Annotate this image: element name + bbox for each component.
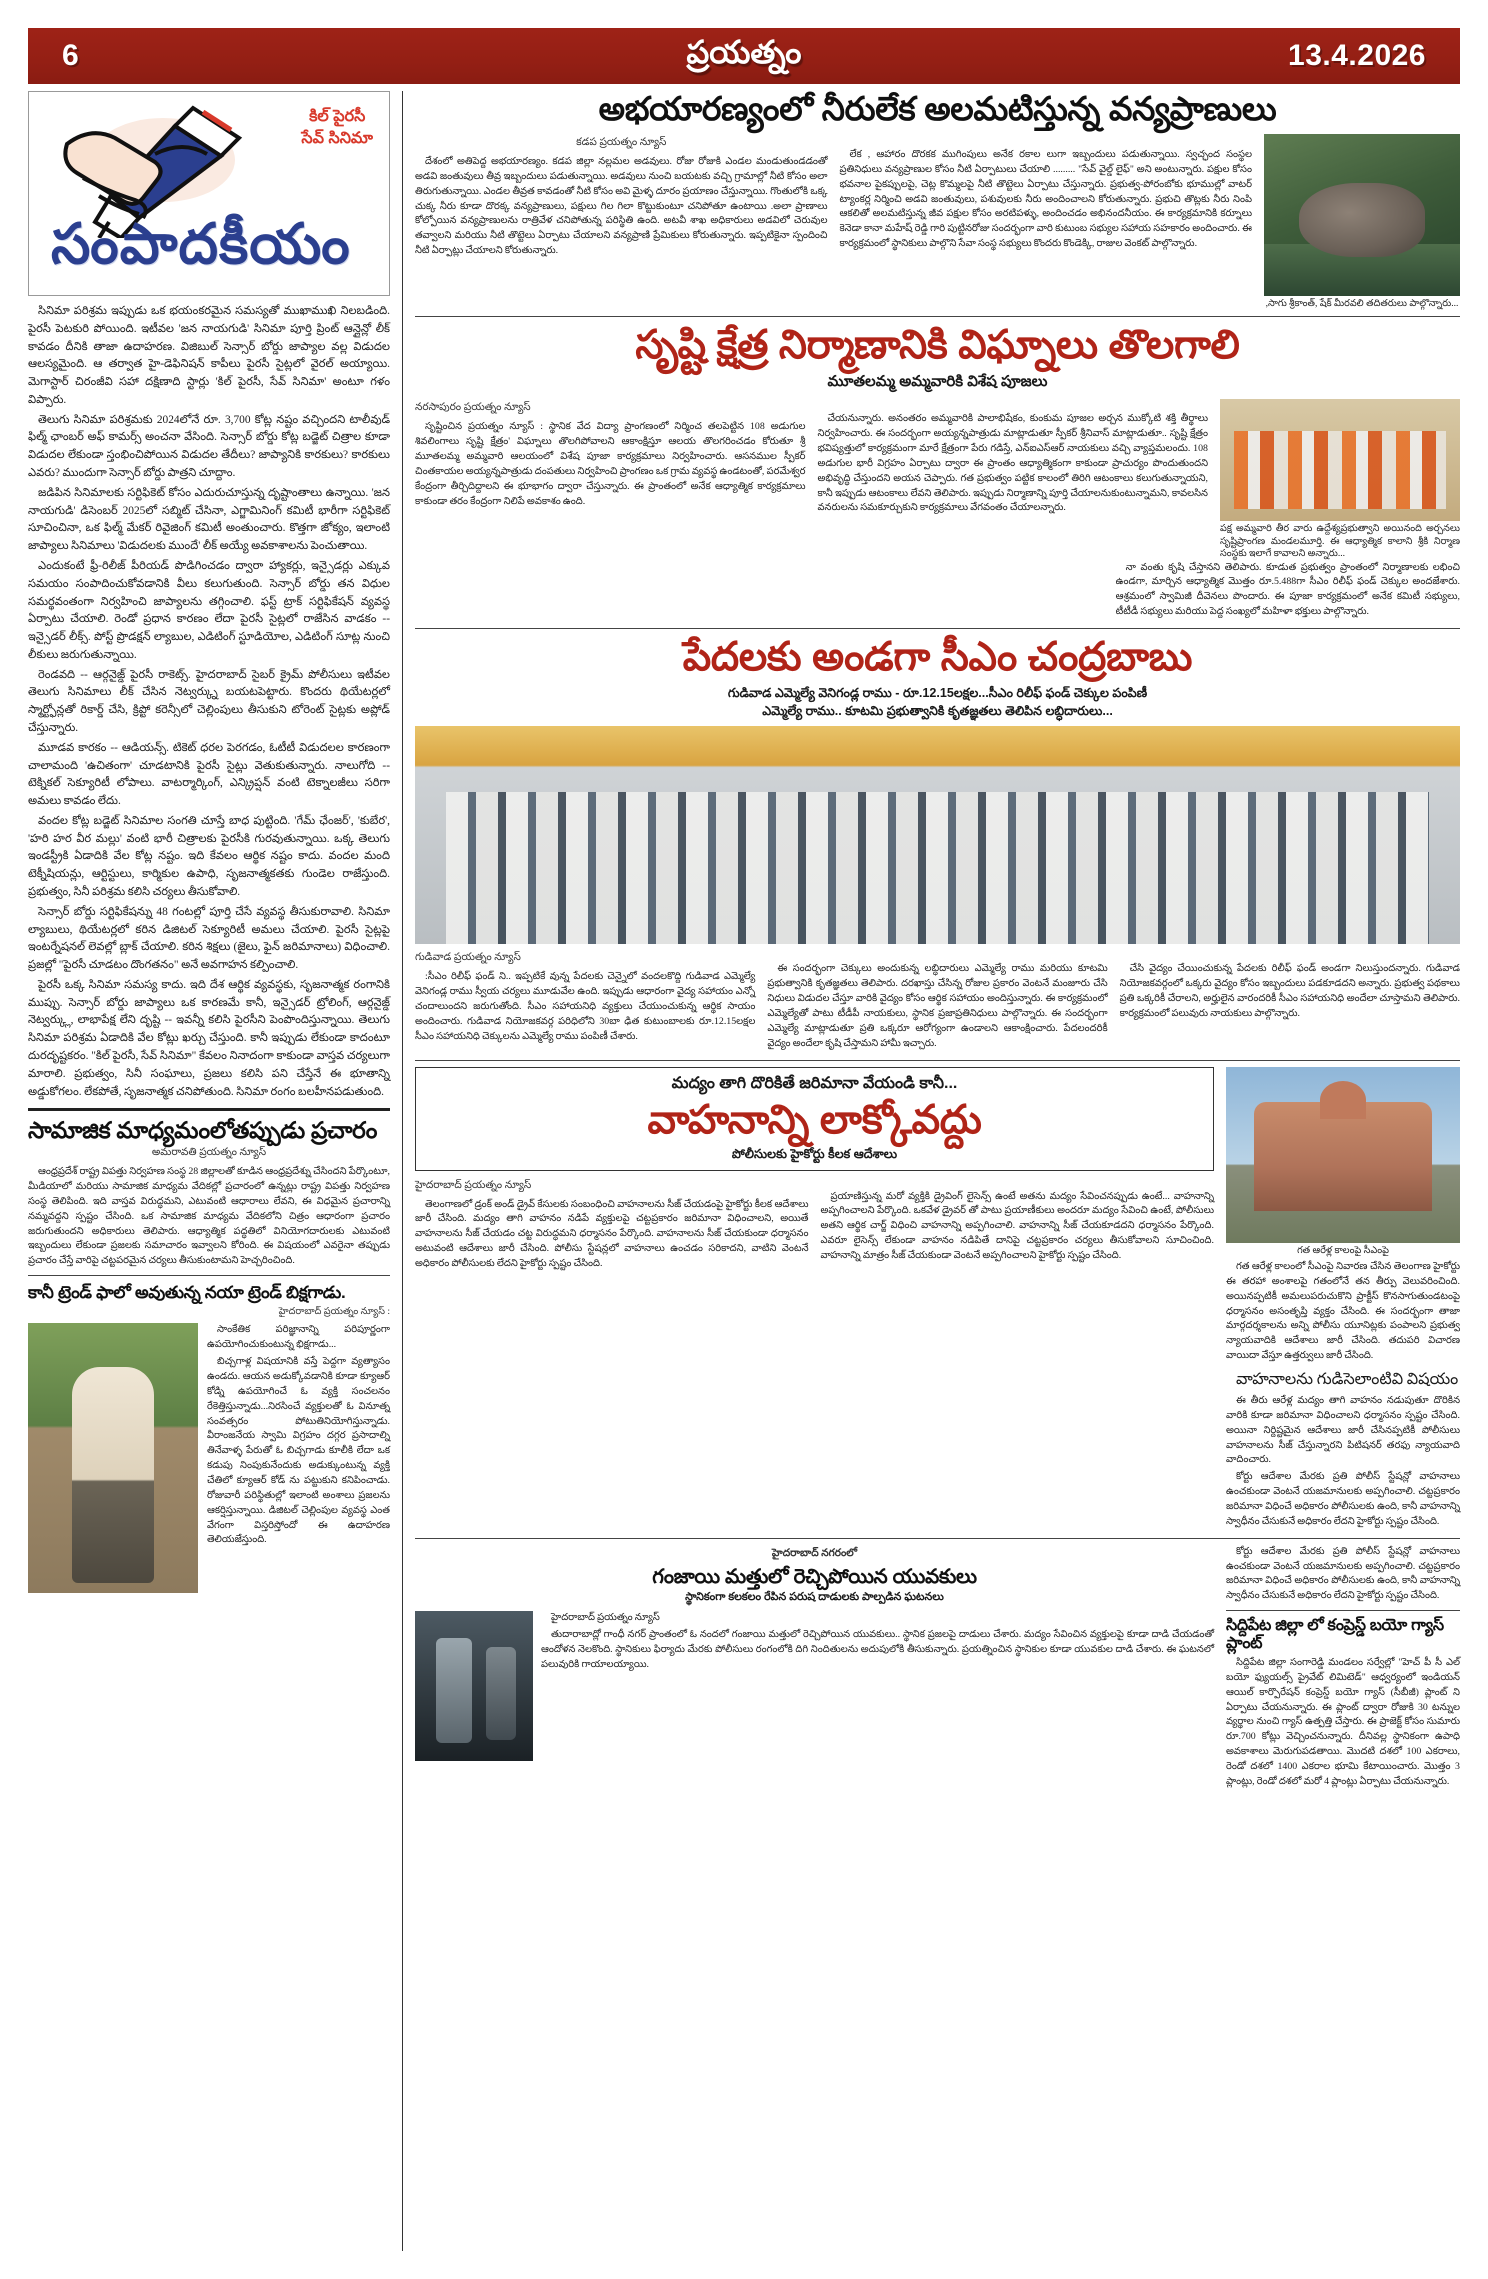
editorial-logo-box	[28, 91, 390, 296]
cm-subhead-2: ఎమ్మెల్యే రాము.. కూటమి ప్రభుత్వానికి కృతజ్ఞతలు తెలిపిన లబ్ధిదారులు...	[762, 704, 1113, 719]
wildlife-col1	[415, 155, 828, 259]
cm-subhead-1: గుడివాడ ఎమ్మెల్యే వెనిగండ్ల రాము - రూ.12.15లక్షల...సీఎం రిలీఫ్ ఫండ్ చెక్కుల పంపిణీ	[727, 685, 1148, 700]
liquor-headline-box	[415, 1067, 1214, 1171]
biogas-para: సిద్దిపేట జిల్లా సంగారెడ్డి మండలం సర్వేల్లో "హెచ్ పీ సీ ఎల్ బయో ఫ్యుయల్స్ ప్రైవేట్ లిమిటెడ్" ఆధ్వర్యంలో ఇండియన్ ఆయిల్ కార్పొరేషన్ కంప్రెస్డ్ బయో గ్యాస్ (సీబీజీ) ప్లాంట్ ని ఏర్పాటు చేయనున్నారు. ఈ ప్లాంట్ ద్వారా రోజుకి 30 టన్నుల వ్యర్థాల నుంచి గ్యాస్ ఉత్పత్తి చేస్తారు. ఈ ప్రాజెక్ట్ కోసం సుమారు రూ.700 కోట్లు వెచ్చించనున్నారు. దీనివల్ల స్థానికంగా ఉపాధి అవకాశాలు మెరుగుపడతాయి. మొదటి దశలో 100 ఎకరాలు, రెండో దశలో 1400 ఎకరాల భూమి కేటాయించారు. మొత్తం 3 ప్లాంట్లు, రెండో దశలో మరో 4 ప్లాంట్లు ఏర్పాటు చేయనున్నారు.	[1226, 1656, 1460, 1787]
wildlife-para: లేక , ఆహారం దొరకక ముగింపులు అనేక రకాల లుగా ఇబ్బందులు పడుతున్నాయి. స్వచ్ఛంద సంస్థల ప్రతినిధులు వన్యప్రాణుల కోసం నీటి ఏర్పాటులు చేయాలి ......... "సేవ్ వైల్డ్ లైఫ్" అని అంటున్నారు. పక్షుల కోసం భవనాల పైకప్పులపై, చెట్ల కొమ్మలపై నీటి తొట్టెలు ఏర్పాటు చేస్తున్నారు. ప్రభుత్వ-పోరంబోకు భూముల్లో వాటర్ ట్యాంకర్ల నిర్మించి అడవి జంతువులు, పశువులకు నీరు అందించాలని కోరుతున్నారు. ప్రభుచి తొట్లకు నీరు నింపి ఆకలితో అలమటిస్తున్న జీవ పక్షుల కోసం అరటిపళ్ళు, అందించడం అభినందనీయం. ఈ కార్యక్రమానికి కర్నూలు కెనెడా కానా మహేష్ రెడ్డి గారి పుట్టినరోజు సందర్భంగా వారి కుటుంబ సభ్యుల సహాయ సహకారం అందించారు. ఈ కార్యక్రమంలో స్థానికులు పాల్గొని సేవా సంస్థ సభ్యులు కొందరు కొండెక్కి, రాజుల వెంకట్ పాల్గొన్నారు.	[839, 148, 1252, 250]
cm-headline: పేదలకు అండగా సీఎం చంద్రబాబు	[682, 635, 1193, 680]
editorial-para: ఎందుకంటే ఫ్రీ-రిలీజ్ పీరియడ్ పొడిగించడం ద్వారా హ్యాకర్లు, ఇన్సైడర్లు ఎక్కువ సమయం సంపాదించుకోవడానికి వీలు కలుగుతుంది. సెన్సార్ బోర్డు తన విధుల సమర్థవంతంగా నిర్వహించి జాప్యాలను తగ్గించాలి. ఫస్ట్ ట్రాక్ సర్టిఫికేషన్ వ్యవస్థ ఏర్పాటు చేయాలి. రెండో ప్రధాన కారణం లేదా పైరసీ సైట్లలో రాజేసిన వాడకం -- ఇన్సైడర్ లీక్స్. పోస్ట్ ప్రొడక్షన్ ల్యాబుల, ఎడిటింగ్ స్టూడియోల, ఎడిటింగ్ సూట్ల నుంచి లీకులు జరుగుతున్నాయి.	[28, 559, 390, 661]
temple-col2	[818, 412, 1209, 516]
editorial-para: సినిమా పరిశ్రమ ఇప్పుడు ఒక భయంకరమైన సమస్యతో ముఖాముఖి నిలబడింది. పైరసీ పెటకురి పోయింది. ఇటీవల 'జన నాయగుడి' సినిమా పూర్తి ప్రింట్ ఆన్లైన్లో లీక్ కావడం దీనికి తాజా ఉదాహరణ. విజిబుల్ సెన్సార్ బోర్డు జాప్యాల వల్ల విడుదల ఆలస్యమైంది. ఆ తర్వాత హై-డెఫినిషన్ కాపీలు పైరసీ సైట్లలో వైరల్ అయ్యాయి. మెగాస్టార్ చిరంజీవి సహా దక్షిణాది స్టార్లు 'కిల్ పైరసీ, సేవ్ సినిమా' అంటూ గళం విప్పారు.	[28, 305, 390, 406]
temple-col3	[1116, 561, 1460, 620]
temple-para: సృష్టించిన ప్రయత్నం న్యూస్ : స్థానిక వేద విద్యా ప్రాంగణంలో నిర్మించ తలపెట్టిన 108 అడుగుల శివలింగాలు సృష్టి క్షేత్రం' విఘ్నాలు తొలగిపోవాలని ఆకాంక్షిస్తూ ఆలయ తొలగరించడం కోరుతూ శ్రీ మూతలమ్మ అమ్మవారి ఆలయంలో విశేష పూజా కార్యక్రమాలు నిర్వహించారు. ఆసనముల స్పీకర్ చింతకాయల అయ్యన్నపాత్రుడు దంపతులు నిర్వహించి ప్రాంగణం ఒక గ్రామ వ్యవస్థ ఉండటంతో, పరమేశ్వర కేంద్రంగా తీర్చిదిద్దాలని ఈ భూభాగం ద్వారా చేస్తున్నారు. ఈ ప్రాంతంలో అనేక ఆధ్యాత్మిక కార్యక్రమాలు కాకుండా తరం కేంద్రంగా నిలిపే అవకాశం ఉంది.	[415, 421, 806, 507]
courthouse-para: ఈ తీరు ఆరేళ్ల మద్యం తాగి వాహనం నడుపుతూ దొరికిన వారికి కూడా జరిమానా విధించాలని ధర్మాసనం స్పష్టం చేసింది. అయినా నిర్దిష్టమైన ఆదేశాలు జారీ చేసినప్పటికీ పోలీసులు వాహనాలను సీజ్ చేస్తున్నారని పిటిషనర్ తరఫు న్యాయవాది వాదించారు.	[1226, 1395, 1460, 1466]
ganja-headline: గంజాయి మత్తులో రెచ్చిపోయిన యువకులు	[652, 1565, 977, 1588]
cm-col1	[415, 970, 755, 1044]
trend-body-para: బిచ్చగాళ్ల విషయానికి వస్తే పెద్దగా వ్యత్యాసం ఉండదు. ఆయన అడుక్కోవడానికి కూడా క్యూఆర్ కోడ్ని ఉపయోగించే ఓ వ్యక్తి సంచలనం రేకెత్తిస్తున్నాడు...నిరసించే వ్యక్తులతో ఓ వినూత్న సంవత్సరం పోటుతినియోగిస్తున్నాడు. వీరాంజనేయ స్వామి విగ్రహం దగ్గర ప్రసాదాల్ని తినేవాళ్ళ పేరుతో ఓ బిచ్చగాడు కూలీకి లేదా ఒక కడుపు నింపుకునేందుకు అడుక్కుంటున్న వ్యక్తి చేతిలో క్యూఆర్ కోడ్ ను పట్టుకుని కనిపించాడు. రోజువారీ పరిస్థితుల్లో ఇలాంటి అంశాలు ప్రజలను ఆకర్షిస్తున్నాయి. డిజిటల్ చెల్లింపుల వ్యవస్థ ఎంత వేగంగా విస్తరిస్తోందో ఈ ఉదాహరణ తెలియజేస్తుంది.	[207, 1356, 390, 1546]
liquor-subhead: పోలీసులకు హైకోర్టు కీలక ఆదేశాలు	[731, 1147, 898, 1162]
ganja-subhead: స్థానికంగా కలకలం రేపిన పరుష దాడులకు పాల్పడిన ఘటనలు	[685, 1591, 944, 1604]
editorial-para: మూడవ కారకం -- ఆడియన్స్. టికెట్ ధరల పెరగడం, ఓటీటీ విడుదలల కారణంగా చాలామంది 'ఉచితంగా' చూడటానికి పైరసీ సైట్లు వెతుకుతున్నారు. నాలుగోది -- టెక్నికల్ సెక్యూరిటీ లోపాలు. వాటర్మార్కింగ్, ఎన్క్రిప్షన్ వంటి టెక్నాలజీలు సరిగా అమలు కావడం లేదు.	[28, 741, 390, 808]
temple-headline: సృష్టి క్షేత్ర నిర్మాణానికి విఘ్నాలు తొలగాలి	[635, 323, 1240, 368]
social-article-para: ఆంధ్రప్రదేశ్ రాష్ట్ర విపత్తు నిర్వహణ సంస్థ 28 జిల్లాలతో కూడిన ఆంధ్రప్రదేశ్ను చేసిందని పేర్కొంటూ, మీడియాలో మరియు సామాజిక మాధ్యమ వేదికల్లో ప్రచారంలో ఉన్నట్లు రాష్ట్ర విపత్తు నిర్వహణ సంస్థ తెలిపింది. ఇది వాస్తవ విరుద్ధమని, ఎటువంటి ఆధారాలు లేవని, ఈ విధమైన ప్రచారాన్ని నమ్మవద్దని స్పష్టం చేసింది. ఒక సామాజిక మాధ్యమ వేదికలోని చిత్రం ఆధారంగా ప్రచారం జరుగుతుందని అధికారులు తెలిపారు. ఆధ్యాత్మిక పద్ధతిలో వినియోగదారులకు ఎటువంటి ఇబ్బందులు లేకుండా ప్రజలకు సమాచారం ఇవ్వాలని కోరింది. ఈ విషయంలో ఎవరైనా తప్పుడు ప్రచారం చేస్తే వారిపై చట్టపరమైన చర్యలు తీసుకుంటామని హెచ్చరించింది.	[28, 1166, 390, 1267]
courthouse-para: గత ఆరేళ్ల కాలంలో సీఎంపై నివారణ చేసిన తెలంగాణ హైకోర్టు ఈ తరహా అంశాలపై గతంలోనే తన తీర్పు వెలువరించింది. అయినప్పటికీ అమలుపరుచుకొని ప్రాక్టీస్ కొనసాగుతుండటంపై ధర్మాసనం అసంతృప్తి వ్యక్తం చేసింది. ఈ సందర్భంగా తాజా మార్గదర్శకాలను అన్ని పోలీసు యూనిట్లకు పంపాలని ప్రభుత్వ న్యాయవాదికి ఆదేశాలు జారీ చేసింది. తదుపరి విచారణ వాయిదా వేస్తూ ఉత్తర్వులు జారీ చేసింది.	[1226, 1260, 1460, 1362]
wildlife-byline: కడప ప్రయత్నం న్యూస్	[576, 136, 667, 148]
liquor-para: తెలంగాణలో డ్రంక్ అండ్ డ్రైవ్ కేసులకు సంబంధించి వాహనాలను సీజ్ చేయడంపై హైకోర్టు కీలక ఆదేశాలు జారీ చేసింది. మద్యం తాగి వాహనం నడిపే వ్యక్తులపై చట్టప్రకారం జరిమానా విధించాలని, అయితే వాహనాలను సీజ్ చేయడం చట్ట విరుద్ధమని ధర్మాసనం పేర్కొంది. వాహనాలను సీజ్ చేయకుండా ధర్మాసనం అటువంటి ఆదేశాలు జారీ చేసింది. పోలీసు స్టేషన్లలో వాహనాలు ఉంచడం సరికాదని, వాటిని వెంటనే అధికారం పోలీసులకు లేదని హైకోర్టు స్పష్టం చేసింది.	[415, 1198, 809, 1269]
wildlife-col2	[840, 148, 1253, 252]
editorial-body	[28, 303, 390, 1101]
editorial-tagline	[301, 106, 373, 149]
editorial-para: పైరసీ ఒక్క సినిమా సమస్య కాదు. ఇది దేశ ఆర్థిక వ్యవస్థకు, సృజనాత్మక రంగానికి ముప్పు. సెన్సార్ బోర్డు జాప్యాలు ఒక కారణమే కానీ, ఇన్సైడర్ ట్రోలింగ్, ఆర్గనైజ్డ్ నెట్వర్క్లు, లాభాపేక్ష లేని దృష్టి -- ఇవన్నీ కలిసి పైరసీని పెంపొందిస్తున్నాయి. తెలుగు సినిమా పరిశ్రమ ఏడాదికి వేల కోట్లు ఖర్చు చేస్తుంది. కానీ ఇప్పుడు లేకుండా కాదంటూ దురదృష్టకరం. "కిల్ పైరసీ, సేవ్ సినిమా" కేవలం నినాదంగా కాకుండా వాస్తవ చర్యలుగా మారాలి. ప్రభుత్వం, సినీ సంఘాలు, ప్రజలు కలిసి పని చేస్తేనే ఈ భూతాన్ని అడ్డుకోగలం. లేకపోతే, సృజనాత్మక చనిపోతుంది. సినిమా రంగం బలహీనపడుతుంది.	[28, 978, 390, 1098]
trend-article-byline: హైదరాబాద్ ప్రయత్నం న్యూస్ :	[278, 1306, 390, 1318]
high-court-caption: గత ఆరేళ్ల కాలంపై సీఎంపై	[1297, 1244, 1389, 1256]
wildlife-para: దేశంలో అతిపెద్ద అభయారణ్యం. కడప జిల్లా నల్లమల అడవులు. రోజు రోజుకి ఎండల మండుతుండడంతో అడవి జంతువులు తీవ్ర ఇబ్బందులు పడుతున్నాయి. అడవులు నుంచి బయటకు వచ్చి గ్రామాల్లో నీటి కోసం అలా తిరుగుతున్నాయి. ఎండల తీవ్రత కావడంతో నీటి కోసం అవి మైళ్ళ దూరం ప్రయాణం చేస్తున్నాయి. గొంతులోకి ఒక్క చుక్క నీరు కూడా దొరక్క వన్యప్రాణులు, పక్షులు గిల గిలా కొట్టుకుంటూ చనిపోతూ ఉంటాయి .అలా ప్రాణాలు కోల్పోయిన వన్యప్రాణులను రాత్రివేళ చనిపోతున్న పరిస్థితి ఉంది. అటవీ శాఖ అధికారులు అడవిలో చెరువుల తవ్వాలని మరియు నీటి తొట్టెలు ఏర్పాటు చేయాలని వన్యప్రాణి ప్రేమికులు కోరుతున్నారు. ఇప్పటికైనా స్పందించి నీటి ఏర్పాట్లు చేయాలని కోరుతున్నారు.	[415, 155, 828, 257]
editorial-para: జడిపిన సినిమాలకు సర్టిఫికెట్ కోసం ఎదురుచూస్తున్న దృష్టాంతాలు ఉన్నాయి. 'జన నాయగుడి' డిసెంబర్ 2025లో సబ్మిట్ చేసినా, ఎగ్జామినింగ్ కమిటీ భారీగా సర్టిఫికెట్ సూచించినా, ఒక ఫిల్మ్ మేకర్ రివైజింగ్ కమిటీ అంతుంచారు. కొత్తగా జోక్యం, ఇలాంటి జాప్యాలు సినిమాలు 'విడుదలకు ముందే' లీక్ అయ్యే అవకాశాలను పెంచుతాయి.	[28, 486, 390, 553]
news-columns	[402, 91, 1460, 2251]
biogas-intro	[1226, 1545, 1460, 1604]
liquor-kicker: మద్యం తాగి దొరికితే జరిమానా వేయండి కానీ...	[671, 1074, 958, 1092]
cm-col2	[767, 962, 1107, 1051]
divider	[1226, 1610, 1460, 1611]
temple-col1	[415, 420, 806, 509]
publication-date: 13.4.2026	[1288, 39, 1426, 72]
beggar-photo	[28, 1323, 198, 1593]
liquor-para: ప్రయాణిస్తున్న మరో వ్యక్తికి డ్రైవింగ్ లైసెన్స్ ఉంటే అతను మద్యం సేవించనప్పుడు ఉంటే... వాహనాన్ని అప్పగించాలని పేర్కొంది. ఒకవేళ డ్రైవర్ తో పాటు ప్రయాణీకులు అందరూ మద్యం సేవించి ఉంటే, పోలీసులు అతని ఆర్థిక చార్జ్ విధించి వాహనాన్ని అప్పగించాలి. వాహనాన్ని సీజ్ చేయకూడదని ధర్మాసనం పేర్కొంది. ఎవరూ లైసెన్స్ లేకుండా వాహనం నడిపితే దానిపై చట్టప్రకారం చర్యలు తీసుకోవాలని సూచించింది. వాహనాన్ని మాత్రం సీజ్ చేయకుండా వెంటనే అప్పగించాలని హైకోర్టు స్పష్టం చేసింది.	[820, 1190, 1214, 1261]
liquor-col2	[821, 1190, 1215, 1264]
courthouse-para: కోర్టు ఆదేశాల మేరకు ప్రతి పోలీస్ స్టేషన్లో వాహనాలు ఉంచకుండా వెంటనే యజమానులకు అప్పగించాలి. చట్టప్రకారం జరిమానా విధించే అధికారం పోలీసులకు ఉంది, కానీ వాహనాన్ని స్వాధీనం చేసుకునే అధికారం లేదని హైకోర్టు స్పష్టం చేసింది.	[1226, 1471, 1460, 1527]
temple-para: నా వంతు కృషి చేస్తానని తెలిపారు. కూడుత ప్రభుత్వం ప్రాంతంలో నిర్మాణాలకు లభించి ఉండగా, మార్చిన ఆధ్యాత్మిక మొత్తం రూ.5.488గా సీఎం రిలీఫ్ ఫండ్ చెక్కుల అందజేశారు. ఆశ్రమంలో స్వామిజీ దీవెనలు పొందారు. ఈ పూజా కార్యక్రమంలో అనేక కమిటీ సభ్యులు, టీటీడీ సభ్యులు మరియు పెద్ద సంఖ్యలో మహిళా భక్తులు పాల్గొన్నారు.	[1115, 561, 1460, 618]
page-number: 6	[62, 39, 80, 72]
liquor-byline: హైదరాబాద్ ప్రయత్నం న్యూస్	[415, 1179, 532, 1191]
social-article-headline: సామాజిక మాధ్యమంలోతప్పుడు ప్రచారం	[28, 1117, 378, 1144]
street-incident-photo	[415, 1611, 533, 1761]
editorial-wordmark: సంపాదకీయం	[51, 214, 351, 276]
trend-lead-para: సాంకేతిక పరిజ్ఞానాన్ని పరిపూర్ణంగా ఉపయోగించుకుంటున్న భిక్షగాడు...	[207, 1324, 390, 1351]
courthouse-subhead: వాహనాలను గుడిసెలాంటివి విషయం	[1236, 1371, 1459, 1388]
ganja-body	[541, 1611, 1214, 1761]
divider	[28, 1108, 390, 1111]
temple-para: చేయనున్నారు. అనంతరం అమ్మవారికి పాలాభిషేకం, కుంకుమ పూజల అర్చన ముక్కోటి శక్తి తీర్థాలు నిర్వహించారు. ఈ సందర్భంగా అయ్యన్నపాత్రుడు మాట్లాడుతూ స్పీకర్ శ్రీనివాస్ మాట్లాడుతూ.. సృష్టి క్షేత్రం భవిష్యత్తులో కార్యక్రమంగా మారే క్షేత్రంగా పేరు గడిస్తే, ఎన్ఐఎస్ఆర్ నాయకులు వచ్చి వ్యాప్తమలందు. 108 అడుగుల భారీ విగ్రహం ఏర్పాటు ద్వారా ఈ ప్రాంతం ఆధ్యాత్మికంగా కాకుండా ప్రాచుర్యం పొందుతుందని అభివృద్ధి చేస్తుందని అయన చెప్పారు. గత ప్రభుత్వం పట్టిక కాలంలో తిరిగి ఆటంకాలు కలుగుతున్నాయని, కానీ ఇప్పుడు ఆటంకాలు లేవని తెలిపారు. ఇప్పుడు నిర్మాణాన్ని పూర్తి చేయాలనుకుంటున్నామని, కావలసిన వనరులను సమకూర్చుకుని కార్యక్రమాలు వేగవంతం చేయాలన్నారు.	[817, 413, 1208, 514]
ceremony-photo	[1220, 399, 1460, 521]
page-masthead	[28, 28, 1460, 84]
liquor-headline: వాహనాన్ని లాక్కోవద్దు	[647, 1097, 982, 1142]
ganja-byline: హైదరాబాద్ ప్రయత్నం న్యూస్	[551, 1612, 660, 1624]
cm-byline: గుడివాడ ప్రయత్నం న్యూస్	[415, 952, 521, 964]
courthouse-col	[1226, 1260, 1460, 1530]
page-body	[28, 91, 1460, 2251]
social-article-byline: అమరావతి ప్రయత్నం న్యూస్	[151, 1147, 267, 1159]
social-article-body	[28, 1165, 390, 1269]
divider	[415, 1060, 1460, 1061]
ganja-kicker: హైదరాబాద్ నగరంలో	[771, 1547, 858, 1559]
hippo-photo	[1264, 134, 1460, 296]
divider	[28, 1275, 390, 1276]
biogas-intro-para: కోర్టు ఆదేశాల మేరకు ప్రతి పోలీస్ స్టేషన్లో వాహనాలు ఉంచకుండా వెంటనే యజమానులకు అప్పగించాలి. చట్టప్రకారం జరిమానా విధించే అధికారం పోలీసులకు ఉంది, కానీ వాహనాన్ని స్వాధీనం చేసుకునే అధికారం లేదని హైకోర్టు స్పష్టం చేసింది.	[1226, 1545, 1460, 1602]
cheque-distribution-photo	[415, 726, 1460, 944]
tagline-line-1: కిల్ పైరసీ	[309, 108, 366, 125]
editorial-para: సెన్సార్ బోర్డు సర్టిఫికేషన్ను 48 గంటల్లో పూర్తి చేసే వ్యవస్థ తీసుకురావాలి. సినిమా ల్యాబులు, థియేటర్లలో కరిన డిజిటల్ సెక్యూరిటీ అమలు చేయాలి. పైరసీ సైట్లపై ఇంటర్నేషనల్ లెవల్లో బ్లాక్ చేయాలి. కరిన శిక్షలు (జైలు, ఫైన్ జరిమానాలు) విధించాలి. ప్రజల్లో "పైరసీ చూడటం దొంగతనం" అనే అవగాహన కల్పించాలి.	[28, 905, 390, 972]
ceremony-photo-caption: పక్ష అమ్మవారి తీర వారు ఉద్దేశ్యప్రభుత్వాని అయినంది అర్చనలు సృష్టిప్రాంగణ మండలమూర్తి. ఈ ఆధ్యాత్మిక కాలాని శ్రీకి నిర్మాణ సంస్థకు ఇలాగే కావాలని అన్నారు...	[1220, 523, 1460, 560]
hippo-photo-caption: ,సాగు శ్రీకాంత్, షేక్ మీరవలి తదితరులు పాల్గొన్నారు...	[1265, 297, 1459, 309]
newspaper-title: ప్రయత్నం	[686, 33, 802, 70]
divider	[415, 316, 1460, 317]
divider	[415, 1538, 1460, 1539]
editorial-para: వందల కోట్ల బడ్జెట్ సినిమాల సంగతి చూస్తే బాధ పుట్టింది. 'గేమ్ ఛేంజర్', 'కుబేర', 'హరి హర వీర మల్లు' వంటి భారీ చిత్రాలకు పైరసీకి గురవుతున్నాయి. ఒక్క తెలుగు ఇండస్ట్రీకి ఏడాదికి వేల కోట్ల నష్టం. ఇది కేవలం ఆర్థిక నష్టం కాదు. వందల మంది టెక్నీషియన్లు, ఆర్టిస్టులు, కార్మికుల ఉపాధి, సృజనాత్మకతకు గుండెల రాజేస్తుంది. ప్రభుత్వం, సినీ పరిశ్రమ కలిసి చర్యలు తీసుకోవాలి.	[28, 814, 390, 898]
trend-article-headline: కానీ ట్రెండ్ ఫాలో అవుతున్న నయా ట్రెండ్ బిక్షగాడు.	[28, 1283, 346, 1303]
cm-para: ఈ సందర్భంగా చెక్కులు అందుకున్న లబ్ధిదారులు ఎమ్మెల్యే రాము మరియు కూటమి ప్రభుత్వానికి కృతజ్ఞతలు తెలిపారు. దరఖాస్తు చేసిన్న రోజుల ప్రకారం వెంటనే మంజూరు చేసి నిధులు విడుదల చేస్తూ వారికి వైద్యం కోసం ఆర్థిక సహాయం అందిస్తున్నారు. ఈ కార్యక్రమంలో ఎమ్మెల్యేతో పాటు టీడీపీ నాయకులు, స్థానిక ప్రజాప్రతినిధులు పాల్గొన్నారు. ఈ సందర్భంగా ఎమ్మెల్యే మాట్లాడుతూ ప్రతి ఒక్కరూ ఆరోగ్యంగా ఉండాలని ఆకాంక్షించారు. పేదలందరికీ వైద్యం అందేలా కృషి చేస్తామని హామీ ఇచ్చారు.	[767, 963, 1108, 1049]
editorial-para: తెలుగు సినిమా పరిశ్రమకు 2024లోనే రూ. 3,700 కోట్ల నష్టం వచ్చిందని టాలీవుడ్ ఫిల్మ్ ఛాంబర్ అఫ్ కామర్స్ అంచనా వేసింది. సెన్సార్ బోర్డు కోట్ల బడ్జెట్ చిత్రాల కూడా విడుదల లేకుండా స్తంభించిపోయిన విడుదల తేదీలు? జాప్యానికి కారకులు? కారకులు ఎవరు? ముందుగా సెన్సార్ బోర్డు పాత్రని చూద్దాం.	[28, 413, 390, 480]
cm-para: చేసి వైద్యం చేయించుకున్న పేదలకు రిలీఫ్ ఫండ్ అండగా నిలుస్తుందన్నారు. గుడివాడ నియోజకవర్గంలో ఒక్కరు వైద్యం కోసం ఇబ్బందులు పడకూడదని అన్నారు. ప్రభుత్వ పథకాలు ప్రతి ఒక్కరికీ చేరాలని, అర్హులైన వారందరికీ సీఎం సహాయనిధి అందేలా చూస్తామని తెలిపారు. కార్యక్రమంలో పలువురు నాయకులు పాల్గొన్నారు.	[1119, 963, 1460, 1019]
trend-article-lead	[207, 1323, 390, 1593]
liquor-col1	[415, 1198, 809, 1272]
tagline-line-2: సేవ్ సినిమా	[301, 129, 373, 147]
cm-para: :సీఎం రిలీఫ్ ఫండ్ ని.. ఇప్పటికే వున్న పేదలకు చెన్నైలో వందలకొద్ది గుడివాడ ఎమ్మెల్యే వెనిగండ్ల రాము స్వీయ చర్యలు మూడువేల ఉంది. ఇప్పుడు ఆధారంగా వైద్య సహాయం ఎన్నో చందాలుందని జరుగుతోంది. సీఎం సహాయనిధి వ్యక్తులు చేయుంచుకున్న ఆర్థిక సాయం అందించారు. గుడివాడ నియోజకవర్గ పరిధిలోని 30బా ఢిత కుటుంబాలకు రూ.12.15లక్షల సీఎం సహాయనిధి చెక్కులను ఎమ్మెల్యే రాము పంపిణీ చేశారు.	[415, 971, 756, 1042]
ganja-para: తుదారాబాద్లో గాంధీ నగర్ ప్రాంతంలో ఓ నందలో గంజాయి మత్తులో రెచ్చిపోయిన యువకులు.. స్థానిక ప్రజలపై దాడులు చేశారు. మద్యం సేవించిన వ్యక్తులపై కూడా దాడి చేయడంతో ఆందోళన నెలకొంది. స్థానికులు ఫిర్యాదు మేరకు పోలీసులు రంగంలోకి దిగి నిందితులను అదుపులోకి తీసుకున్నారు. ప్రయత్నించిన స్థానికుల కూడా యువకుల దాడి చేశారు. ఈ ఘటనలో పలువురికి గాయాలయ్యాయి.	[541, 1628, 1214, 1670]
temple-byline: నరసాపురం ప్రయత్నం న్యూస్	[415, 402, 531, 414]
newspaper-page	[0, 28, 1488, 2279]
high-court-photo	[1226, 1067, 1460, 1243]
biogas-headline: సిద్దిపేట జిల్లా లో కంప్రెస్డ్ బయో గ్యాస్ ప్లాంట్	[1226, 1617, 1444, 1653]
temple-kicker: మూతలమ్మ అమ్మవారికి విశేష పూజలు	[827, 373, 1048, 391]
divider	[415, 628, 1460, 629]
biogas-body	[1226, 1656, 1460, 1790]
editorial-column	[28, 91, 390, 2251]
wildlife-headline: అభయారణ్యంలో నీరులేక అలమటిస్తున్న వన్యప్రాణులు	[598, 90, 1277, 127]
cm-col3	[1120, 962, 1460, 1021]
editorial-para: రెండవది -- ఆర్గనైజ్డ్ పైరసీ రాకెట్స్. హైదరాబాద్ సైబర్ క్రైమ్ పోలీసులు ఇటీవల తెలుగు సినిమాలు లీక్ చేసిన నెట్వర్క్ను బయటపెట్టారు. కొందరు థియేటర్లలో స్మార్ట్ఫోన్లతో రికార్డ్ చేసి, క్రిప్టో కరెన్సీలో చెల్లింపులు తీసుకుని టోరెంట్ సైట్లకు అప్లోడ్ చేస్తున్నారు.	[28, 668, 390, 734]
